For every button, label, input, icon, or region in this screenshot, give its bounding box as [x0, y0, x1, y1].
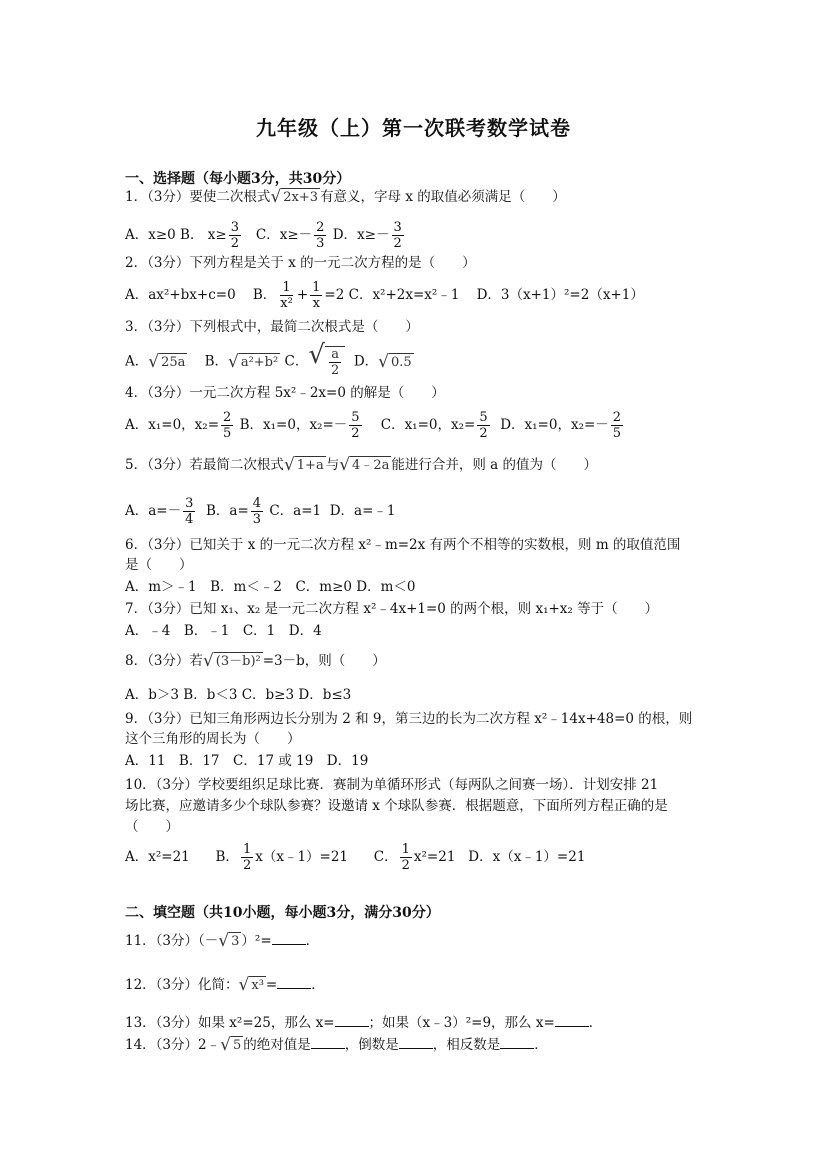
question-14: 14．（3分）2﹣ √ 5 的绝对值是 ，倒数是 ，相反数是 ． — [125, 1035, 548, 1055]
question-1-options: A．x≥0 B． x≥ $\frac{3}{2}$ C．x≥－ $\frac{2}{3}$ D．x≥－ $\frac{3}{2}$ — [125, 220, 402, 251]
page-title: 九年级（上）第一次联考数学试卷 — [256, 116, 571, 140]
question-9-stem-line2: 这个三角形的周长为（ ） — [125, 731, 301, 747]
question-6-options: A．m＞﹣1 B．m＜﹣2 C．m≥0 D．m＜0 — [125, 579, 416, 595]
question-4-options: A．x₁=0，x₂= $\frac{2}{5}$ B．x₁=0，x₂=－ $\frac{5}{2}$ C．x₁=0，x₂= $\frac{5}{2}$ D．x₁=0，x₂=－ $\frac{2}{5}$ — [125, 410, 622, 441]
answer-blank[interactable] — [555, 1014, 589, 1027]
question-10-stem-line3: （ ） — [125, 819, 179, 835]
answer-blank[interactable] — [335, 1014, 369, 1027]
question-5-stem: 5．（3分）若最简二次根式 √ 1+a 与 √ 4﹣2a 能进行合并，则 a 的值为（ ） — [125, 455, 597, 475]
section-choice-heading: 一、选择题（每小题3分，共30分） — [125, 171, 351, 187]
question-9-stem-line1: 9．（3分）已知三角形两边长分别为 2 和 9，第三边的长为二次方程 x²﹣14x+48=0 的根，则 — [125, 711, 693, 727]
answer-blank[interactable] — [311, 1036, 345, 1049]
question-10-stem-line2: 场比赛，应邀请多少个球队参赛？设邀请 x 个球队参赛．根据题意，下面所列方程正确的是 — [125, 798, 668, 814]
question-8-options: A．b＞3 B．b＜3 C．b≥3 D．b≤3 — [125, 687, 352, 703]
question-7-stem: 7．（3分）已知 x₁、x₂ 是一元二次方程 x²﹣4x+1=0 的两个根，则 x₁+x₂ 等于（ ） — [125, 601, 659, 617]
question-5-options: A．a=－ $\frac{3}{4}$ B．a= $\frac{4}{3}$ C．a=1 D．a=﹣1 — [125, 496, 396, 527]
question-4-stem: 4．（3分）一元二次方程 5x²﹣2x=0 的解是（ ） — [125, 385, 445, 401]
question-13: 13．（3分）如果 x²=25，那么 x= ；如果（x﹣3）²=9，那么 x= ． — [125, 1015, 603, 1031]
question-9-options: A．11 B．17 C．17 或 19 D．19 — [125, 753, 369, 769]
answer-blank[interactable] — [500, 1036, 534, 1049]
question-12: 12．（3分）化简： √ x³ = ． — [125, 975, 325, 995]
section-fill-heading: 二、填空题（共10小题，每小题3分，满分30分） — [125, 905, 440, 921]
question-2-stem: 2．（3分）下列方程是关于 x 的一元二次方程的是（ ） — [125, 255, 476, 271]
question-2-options: A．ax²+bx+c=0 B． $\frac{1}{\text{x²}}$ + $\frac{1}{x}$ =2 C．x²+2x=x²﹣1 D．3（x+1）²=2（x+1） — [125, 280, 644, 311]
question-10-stem-line1: 10．（3分）学校要组织足球比赛．赛制为单循环形式（每两队之间赛一场）．计划安排 21 — [125, 777, 659, 793]
answer-blank[interactable] — [399, 1036, 433, 1049]
answer-blank[interactable] — [277, 976, 311, 989]
question-3-options: A． √ 25a B． √ a²+b² C． √ $\frac{a}{2}$ D． √ 0.5 — [125, 340, 412, 378]
question-1-stem: 1．（3分）要使二次根式 √ 2x+3 有意义，字母 x 的取值必须满足（ ） — [125, 187, 566, 207]
question-7-options: A．﹣4 B．﹣1 C．1 D．4 — [125, 623, 322, 639]
question-8-stem: 8．（3分）若 √ (3－b)² =3－b，则（ ） — [125, 651, 386, 671]
question-10-options: A．x²=21 B． $\frac{1}{2}$ x（x﹣1）=21 C． $\frac{1}{2}$ x²=21 D．x（x﹣1）=21 — [125, 842, 586, 873]
answer-blank[interactable] — [272, 932, 306, 945]
radical: √ 2x+3 — [270, 187, 319, 207]
question-11: 11．（3分）（－ √ 3 ）²= ． — [125, 931, 320, 951]
question-3-stem: 3．（3分）下列根式中，最简二次根式是（ ） — [125, 319, 419, 335]
question-6-stem-line2: 是（ ） — [125, 557, 193, 573]
question-6-stem-line1: 6．（3分）已知关于 x 的一元二次方程 x²﹣m=2x 有两个不相等的实数根，则 m 的取值范围 — [125, 537, 681, 553]
